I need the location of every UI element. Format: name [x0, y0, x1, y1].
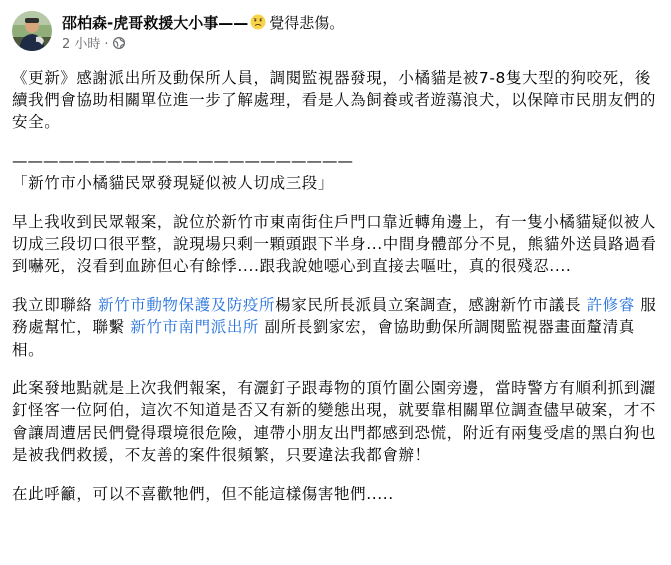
post-paragraph-report: 早上我收到民眾報案，說位於新竹市東南街住戶門口靠近轉角邊上，有一隻小橘貓疑似被人切成三段切口很平整，說現場只剩一顆頭跟下半身...中間身體部分不見，熊貓外送員路過看到嚇死，沒看到血跡但心有餘悸....跟我說她噁心到直接去嘔吐，真的很殘忍.... [12, 213, 657, 276]
sad-face-emoji-icon [250, 14, 266, 30]
contacts-text-4: 副所長劉家宏，會協助動保所調閱監視器畫面釐清真相。 [12, 318, 635, 359]
post-body [12, 67, 664, 521]
post-paragraph-location: 此案發地點就是上次我們報案，有灑釘子跟毒物的頂竹圍公園旁邊，當時警方有順利抓到灑釘怪客一位阿伯，這次不知道是否又有新的變態出現，就要靠相關單位調查儘早破案，才不會讓周遭居民們覺得環境很危險，連帶小朋友出門都感到恐慌，附近有兩隻受虐的黑白狗也是被我們救援，不友善的案件很頻繁，只要違法我都會辦！ [12, 379, 657, 464]
post-paragraph-contacts [12, 294, 664, 361]
post-paragraph-update: 《更新》感謝派出所及動保所人員，調閱監視器發現，小橘貓是被7-8隻大型的狗咬死，後續我們會協助相關單位進一步了解處理，看是人為飼養或者遊蕩浪犬，以保障市民朋友們的安全。 [12, 69, 657, 132]
tag-link-animal-protection[interactable]: 新竹市動物保護及防疫所 [98, 296, 276, 315]
tag-link-speaker[interactable]: 許修睿 [586, 296, 635, 315]
avatar[interactable] [12, 11, 52, 51]
post-meta [62, 37, 125, 53]
author-name[interactable]: 邵柏森-虎哥救援大小事 [62, 14, 219, 32]
post-header [12, 10, 662, 58]
post-paragraph-quote: 「新竹市小橘貓民眾發現疑似被人切成三段」 [12, 174, 335, 193]
author-line [62, 13, 344, 33]
post-paragraph-appeal: 在此呼籲，可以不喜歡牠們，但不能這樣傷害牠們..... [12, 484, 394, 503]
feeling-text: 覺得悲傷。 [269, 14, 345, 32]
avatar-image [12, 11, 52, 51]
feeling-dash: —— [218, 14, 249, 32]
contacts-text-2: 楊家民所長派員立案調查，感謝新竹市議長 [275, 296, 587, 315]
post-divider: —————————————————————— [12, 152, 353, 171]
contacts-text-3: 服務處幫忙，聯繫 [12, 296, 657, 337]
meta-separator: · [104, 37, 109, 52]
post-timestamp[interactable]: 2 小時 [62, 37, 101, 52]
globe-icon[interactable] [113, 37, 125, 49]
contacts-text-1: 我立即聯絡 [12, 296, 99, 315]
tag-link-police-station[interactable]: 新竹市南門派出所 [130, 318, 260, 337]
